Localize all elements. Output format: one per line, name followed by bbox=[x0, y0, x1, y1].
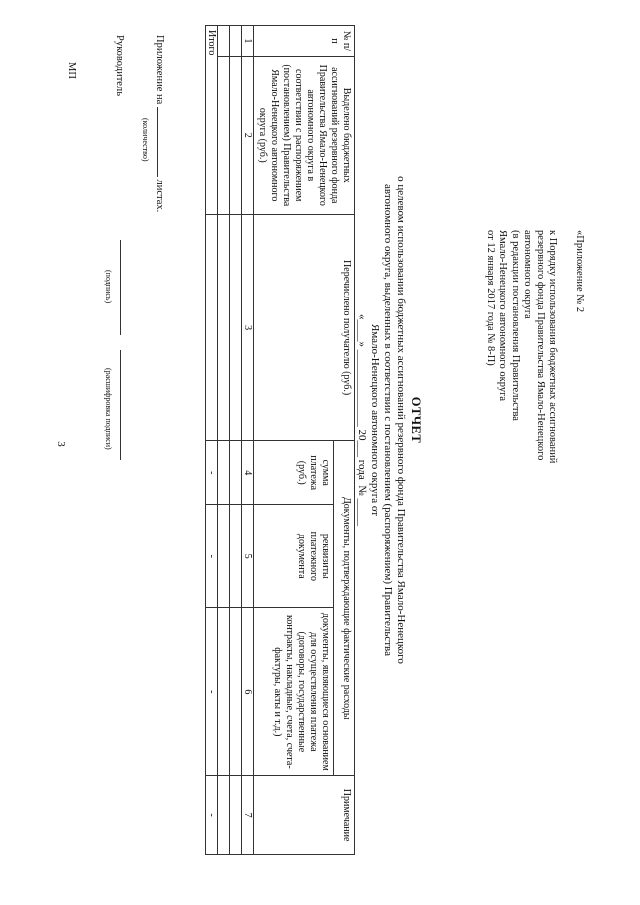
table-cell bbox=[218, 505, 230, 608]
total-cell: - bbox=[206, 608, 218, 776]
table-cell bbox=[230, 776, 242, 855]
column-number: 2 bbox=[242, 56, 254, 214]
decode-field[interactable] bbox=[120, 350, 121, 460]
column-number: 5 bbox=[242, 505, 254, 608]
seal-mark: МП bbox=[66, 62, 77, 79]
column-number: 6 bbox=[242, 608, 254, 776]
column-number: 1 bbox=[242, 26, 254, 57]
signature-hint: (подпись) bbox=[104, 270, 113, 304]
total-cell: - bbox=[206, 505, 218, 608]
table-row bbox=[230, 26, 242, 855]
head-label: Руководитель bbox=[114, 35, 125, 96]
report-title: ОТЧЕТ bbox=[409, 396, 423, 444]
table-cell bbox=[230, 441, 242, 505]
total-cell: - bbox=[206, 776, 218, 855]
table-row bbox=[218, 26, 230, 855]
total-row bbox=[206, 26, 218, 855]
table-cell bbox=[218, 608, 230, 776]
header-note: Примечание bbox=[254, 776, 355, 855]
appendix-line: к Порядку использования бюджетных ассигнований bbox=[547, 230, 559, 464]
signature-field-wrap bbox=[117, 240, 128, 335]
column-number: 3 bbox=[242, 214, 254, 441]
decode-hint: (расшифровка подписи) bbox=[104, 368, 113, 450]
table-cell bbox=[218, 56, 230, 214]
table-cell bbox=[218, 26, 230, 57]
total-cell bbox=[206, 214, 218, 441]
table-cell bbox=[218, 776, 230, 855]
report-subtitle-line: о целевом использовании бюджетных ассигнований резервного фонда Правительства Ямало-Ненецкого bbox=[395, 176, 407, 664]
header-allocated: Выделено бюджетных ассигнований резервного фонда Правительства Ямало-Ненецкого автономного округа в соответствии с распоряжением (постановлением) Правительства Ямало-Ненецкого автономного округа (руб.) bbox=[254, 56, 355, 214]
report-table bbox=[205, 25, 355, 855]
table-cell bbox=[230, 608, 242, 776]
header-num: № п/п bbox=[254, 26, 355, 57]
report-title-block bbox=[355, 140, 422, 700]
total-label: Итого bbox=[206, 26, 218, 215]
table-cell bbox=[230, 505, 242, 608]
appendix-line: резервного фонда Правительства Ямало-Ненецкого bbox=[535, 230, 546, 461]
table-cell bbox=[230, 214, 242, 441]
attachment-count-field[interactable] bbox=[157, 107, 158, 177]
table-cell bbox=[218, 214, 230, 441]
attachment-label: Приложение на bbox=[154, 35, 165, 105]
signature-field[interactable] bbox=[120, 240, 121, 335]
column-number: 7 bbox=[242, 776, 254, 855]
appendix-line: Ямало-Ненецкого автономного округа bbox=[497, 230, 509, 402]
total-cell: - bbox=[206, 441, 218, 505]
header-payment-details: реквизиты платежного документа bbox=[254, 505, 334, 608]
column-number: 4 bbox=[242, 441, 254, 505]
page-number: 3 bbox=[54, 441, 67, 447]
decode-field-wrap bbox=[117, 350, 128, 460]
header-row bbox=[334, 26, 355, 855]
appendix-line: автономного округа bbox=[522, 230, 534, 319]
table-cell bbox=[230, 56, 242, 214]
appendix-line: (в редакции постановления Правительства bbox=[510, 230, 521, 421]
attachment-line bbox=[154, 35, 165, 212]
attachment-suffix: листах. bbox=[154, 179, 165, 213]
table-cell bbox=[230, 26, 242, 57]
table-cell bbox=[218, 441, 230, 505]
report-date-line: «____» ______________ 20___ года № _____ bbox=[356, 314, 368, 526]
column-number-row bbox=[242, 26, 254, 855]
header-basis-docs: документы, являющиеся основанием для осуществления платежа (договоры, государственные контракты, накладные, счета, счета-фактуры, акты и т.д.) bbox=[254, 608, 334, 776]
header-documents-group: Документы, подтверждающие фактические расходы bbox=[334, 441, 355, 776]
header-payment-sum: сумма платежа (руб.) bbox=[254, 441, 334, 505]
report-subtitle-line: Ямало-Ненецкого автономного округа от bbox=[369, 323, 381, 517]
header-transferred: Перечислено получателю (руб.) bbox=[254, 214, 355, 441]
appendix-heading: «Приложение № 2 bbox=[574, 230, 585, 313]
report-subtitle-line: автономного округа, выделенных в соответствии с постановлением (распоряжением) Правительства bbox=[382, 184, 394, 656]
attachment-hint: (количество) bbox=[141, 118, 150, 162]
appendix-line: от 12 января 2017 года № 8-П) bbox=[485, 230, 496, 366]
appendix-block bbox=[484, 230, 586, 490]
